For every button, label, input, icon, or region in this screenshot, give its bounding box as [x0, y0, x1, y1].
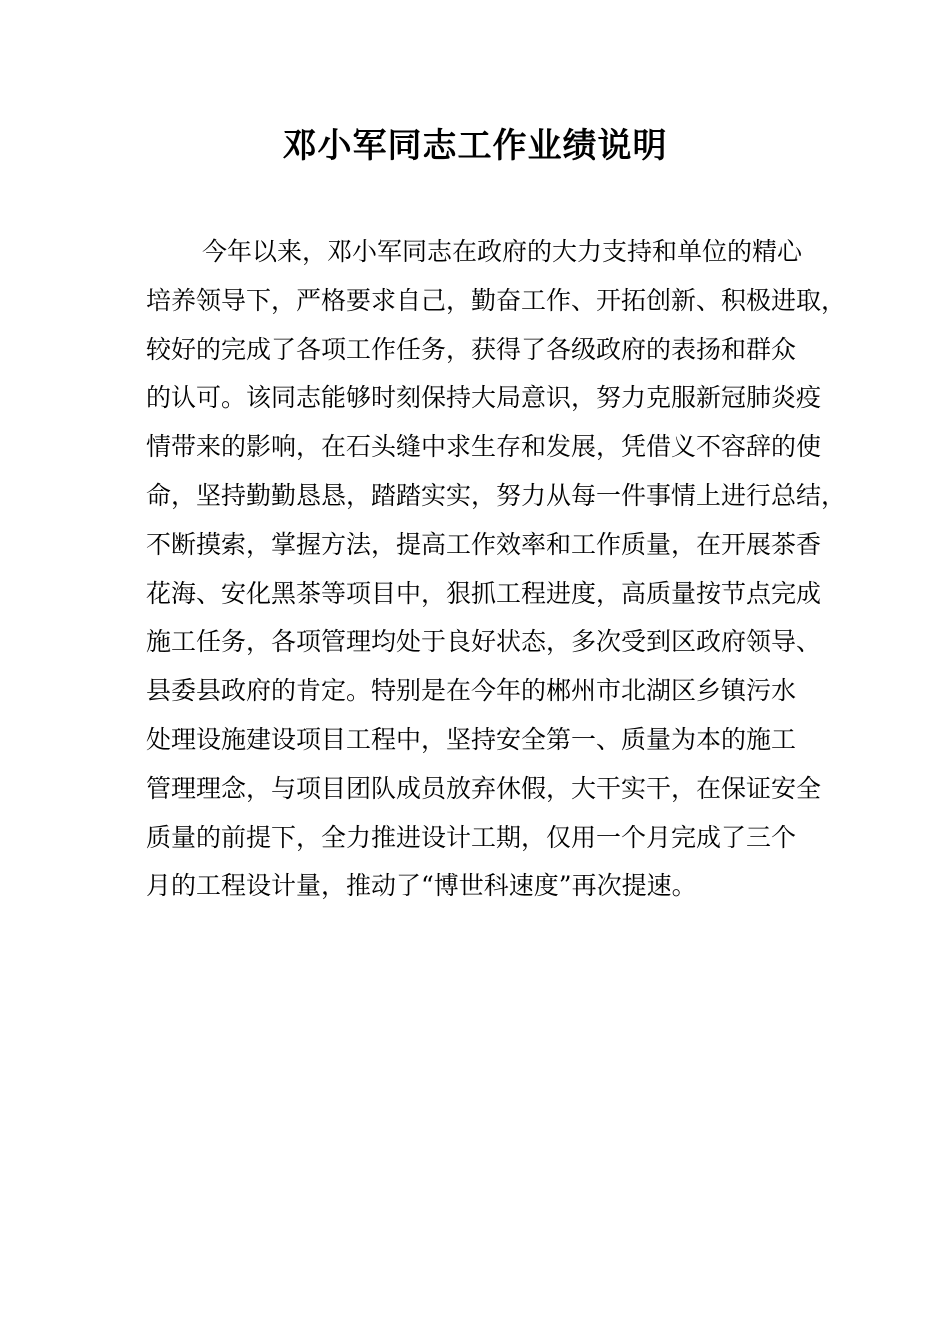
paragraph-line: 较好的完成了各项工作任务，获得了各级政府的表扬和群众 [146, 334, 797, 364]
paragraph-line: 今年以来，邓小军同志在政府的大力支持和单位的精心 [202, 237, 803, 266]
paragraph-line: 质量的前提下，全力推进设计工期，仅用一个月完成了三个 [146, 822, 797, 852]
paragraph-line: 培养领导下，严格要求自己，勤奋工作、开拓创新、积极进取， [146, 285, 847, 315]
paragraph-line: 命，坚持勤勤恳恳，踏踏实实，努力从每一件事情上进行总结， [146, 480, 847, 510]
paragraph-line: 处理设施建设项目工程中，坚持安全第一、质量为本的施工 [146, 724, 797, 754]
paragraph-line: 情带来的影响，在石头缝中求生存和发展，凭借义不容辞的使 [146, 432, 822, 462]
body-paragraph [146, 228, 847, 911]
paragraph-line: 施工任务，各项管理均处于良好状态，多次受到区政府领导、 [146, 627, 822, 657]
paragraph-line: 县委县政府的肯定。特别是在今年的郴州市北湖区乡镇污水 [146, 676, 797, 706]
paragraph-line: 不断摸索，掌握方法，提高工作效率和工作质量，在开展茶香 [146, 529, 822, 559]
paragraph-line: 月的工程设计量，推动了“博世科速度”再次提速。 [146, 871, 697, 901]
paragraph-line: 管理理念，与项目团队成员放弃休假，大干实干，在保证安全 [146, 773, 822, 803]
document-title: 邓小军同志工作业绩说明 [282, 126, 668, 166]
paragraph-line: 花海、安化黑茶等项目中，狠抓工程进度，高质量按节点完成 [146, 578, 822, 608]
paragraph-line: 的认可。该同志能够时刻保持大局意识，努力克服新冠肺炎疫 [146, 383, 822, 413]
